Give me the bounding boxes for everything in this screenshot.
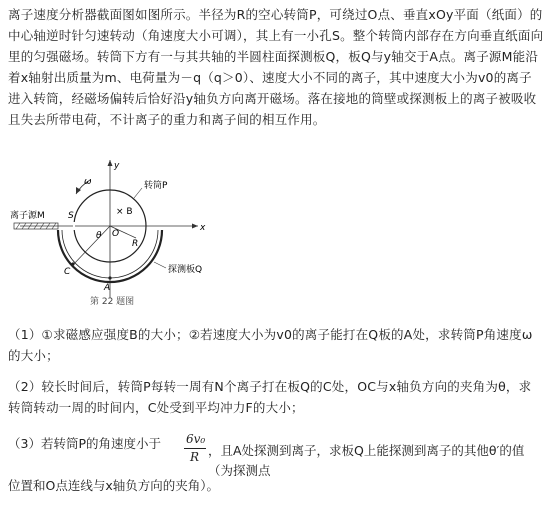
apparatus-figure: [6, 158, 242, 306]
label-cylinder-p: 转筒P: [144, 181, 168, 191]
point-c-marker: [71, 262, 74, 265]
fraction-denominator: R: [190, 450, 200, 464]
label-slit-s: S: [68, 211, 74, 221]
figure-caption: 第 22 题图: [90, 297, 135, 307]
label-point-c: C: [64, 267, 71, 277]
label-omega: ω: [84, 177, 92, 187]
label-theta: θ: [96, 231, 102, 241]
label-detector-q: 探测板Q: [168, 265, 203, 275]
apparatus-diagram: [6, 158, 242, 306]
question-3-tail: ，且A处探测到离子，求板Q上能探测到离子的其他θ′的值（为探测点: [208, 443, 525, 478]
problem-intro: 离子速度分析器截面图如图所示。半径为R的空心转筒P，可绕过O点、垂直xOy平面（纸面）的中心轴逆时针匀速转动（角速度大小可调），其上有一小孔S。整个转筒内部存在方向垂直纸面向里的匀强磁场。转筒下方有一与其共轴的半圆柱面探测板Q，板Q与y轴交于A点。离子源M能沿着x轴射出质量为m、电荷量为－q（q＞0）、速度大小不同的离子，其中速度大小为v0的离子进入转筒，经磁场偏转后恰好沿y轴负方向离开磁场。落在接地的筒壁或探测板上的离子被吸收且失去所带电荷，不计离子的重力和离子间的相互作用。: [8, 7, 544, 127]
question-3-line2: 位置和O点连线与x轴负方向的夹角）。: [8, 478, 219, 493]
label-x-axis: x: [200, 223, 206, 233]
label-y-axis: y: [114, 161, 120, 171]
fraction-numerator: 6v₀: [186, 432, 206, 446]
question-1: （1）①求磁感应强度B的大小；②若速度大小为v0的离子能打在Q板的A处，求转筒P角速度ω的大小；: [8, 327, 533, 363]
label-field-b: × B: [116, 207, 133, 217]
question-3-lead: （3）若转筒P的角速度小于: [8, 436, 161, 451]
y-axis-arrow-icon: [108, 160, 113, 166]
oc-line: [72, 226, 110, 266]
question-2: （2）较长时间后，转筒P每转一周有N个离子打在板Q的C处，OC与x轴负方向的夹角为θ，求转筒转动一周的时间内，C处受到平均冲力F的大小；: [8, 379, 532, 415]
fraction-bar: [184, 448, 206, 449]
label-point-a: A: [104, 283, 111, 293]
x-axis-arrow-icon: [192, 224, 198, 229]
label-origin: O: [112, 229, 120, 239]
point-a-marker: [108, 276, 111, 279]
label-radius: R: [132, 239, 139, 249]
label-ion-source: 离子源M: [10, 211, 45, 221]
